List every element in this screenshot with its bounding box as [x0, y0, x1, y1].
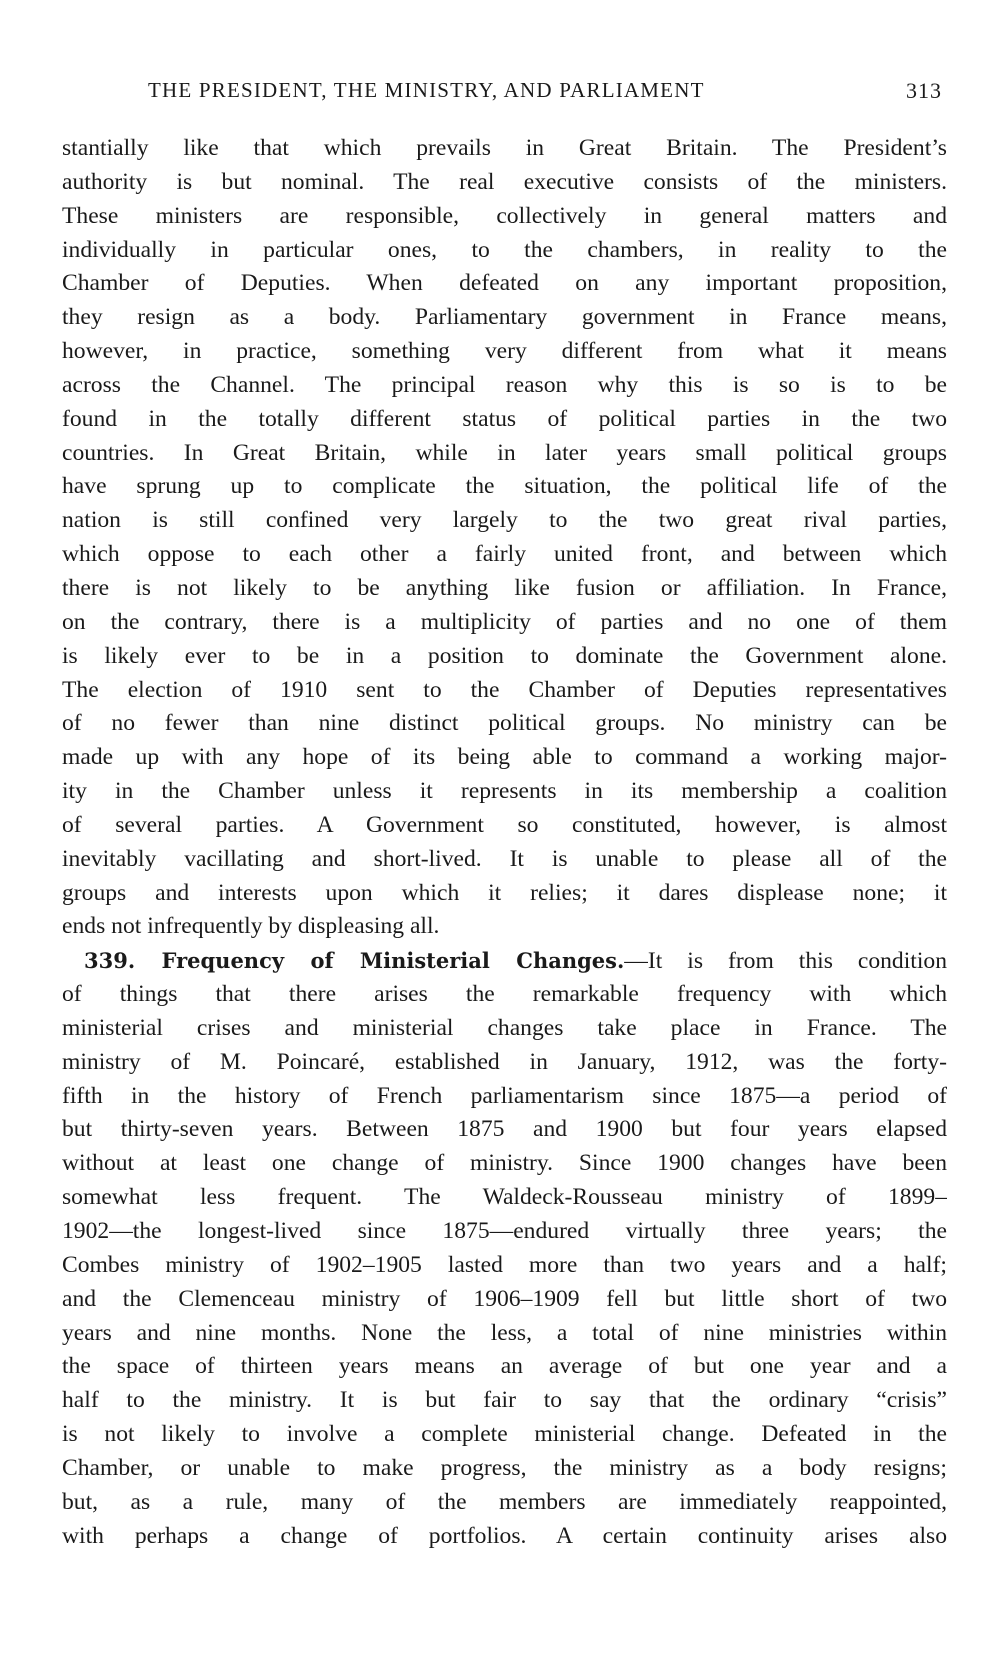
text-line: ministry of M. Poincaré, established in January, 1912, was the forty-: [62, 1048, 947, 1075]
text-line: they resign as a body. Parliamentary government in France means,: [62, 304, 947, 331]
text-line: These ministers are responsible, collectively in general matters and: [62, 202, 947, 229]
text-line: however, in practice, something very different from what it means: [62, 338, 947, 365]
text-line: the space of thirteen years means an average of but one year and a: [62, 1353, 947, 1380]
text-line: found in the totally different status of political parties in the two: [62, 405, 947, 432]
text-line: stantially like that which prevails in Great Britain. The President’s: [62, 135, 947, 161]
section-heading: 339. Frequency of Ministerial Changes.: [84, 948, 625, 974]
text-line: without at least one change of ministry. Since 1900 changes have been: [62, 1150, 947, 1177]
text-line: there is not likely to be anything like fusion or affiliation. In France,: [62, 574, 947, 601]
text-line: have sprung up to complicate the situation, the political life of the: [62, 473, 947, 500]
page-number: 313: [906, 78, 942, 103]
text-line: somewhat less frequent. The Waldeck-Rousseau ministry of 1899–: [62, 1184, 947, 1211]
section-339-paragraph: [62, 944, 947, 1553]
text-line: 1902—the longest-lived since 1875—endured virtually three years; the: [62, 1218, 947, 1244]
text-line: which oppose to each other a fairly united front, and between which: [62, 541, 947, 568]
text-line: Combes ministry of 1902–1905 lasted more than two years and a half;: [62, 1251, 947, 1278]
section-first-line-text: —It is from this condition: [624, 948, 947, 975]
text-line: years and nine months. None the less, a total of nine ministries within: [62, 1319, 947, 1346]
text-line: is likely ever to be in a position to dominate the Government alone.: [62, 642, 947, 669]
running-head-title: THE PRESIDENT, THE MINISTRY, AND PARLIAMENT: [148, 78, 705, 102]
text-line: The election of 1910 sent to the Chamber of Deputies representatives: [62, 676, 947, 703]
text-line: with perhaps a change of portfolios. A certain continuity arises also: [62, 1522, 947, 1549]
text-line: across the Channel. The principal reason why this is so is to be: [62, 371, 947, 398]
text-line: nation is still confined very largely to the two great rival parties,: [62, 507, 947, 534]
text-line: Chamber, or unable to make progress, the ministry as a body resigns;: [62, 1454, 947, 1481]
text-line: inevitably vacillating and short-lived. It is unable to please all of the: [62, 845, 947, 872]
text-line: groups and interests upon which it relies; it dares displease none; it: [62, 879, 947, 906]
text-line: of things that there arises the remarkable frequency with which: [62, 981, 947, 1008]
text-line: half to the ministry. It is but fair to say that the ordinary “crisis”: [62, 1387, 947, 1414]
text-line: authority is but nominal. The real executive consists of the ministers.: [62, 168, 947, 195]
text-line: ends not infrequently by displeasing all.: [62, 913, 440, 940]
text-line: individually in particular ones, to the chambers, in reality to the: [62, 236, 947, 263]
body-text: [62, 132, 947, 1553]
text-line: of several parties. A Government so constituted, however, is almost: [62, 811, 947, 838]
paragraph-continuation: [62, 132, 947, 944]
running-head: [62, 78, 942, 108]
text-line: on the contrary, there is a multiplicity of parties and no one of them: [62, 608, 947, 635]
text-line: ity in the Chamber unless it represents in its membership a coalition: [62, 778, 947, 805]
text-line: ministerial crises and ministerial changes take place in France. The: [62, 1014, 947, 1041]
text-line: countries. In Great Britain, while in later years small political groups: [62, 439, 947, 466]
text-line: made up with any hope of its being able to command a working major-: [62, 744, 947, 771]
text-line: and the Clemenceau ministry of 1906–1909 fell but little short of two: [62, 1285, 947, 1312]
text-line: but, as a rule, many of the members are immediately reappointed,: [62, 1488, 947, 1515]
text-line: but thirty-seven years. Between 1875 and 1900 but four years elapsed: [62, 1116, 947, 1143]
section-first-line: [62, 944, 947, 978]
text-line: of no fewer than nine distinct political groups. No ministry can be: [62, 710, 947, 737]
text-line: is not likely to involve a complete ministerial change. Defeated in the: [62, 1421, 947, 1448]
text-line: fifth in the history of French parliamentarism since 1875—a period of: [62, 1082, 947, 1109]
text-line: Chamber of Deputies. When defeated on any important proposition,: [62, 270, 947, 297]
